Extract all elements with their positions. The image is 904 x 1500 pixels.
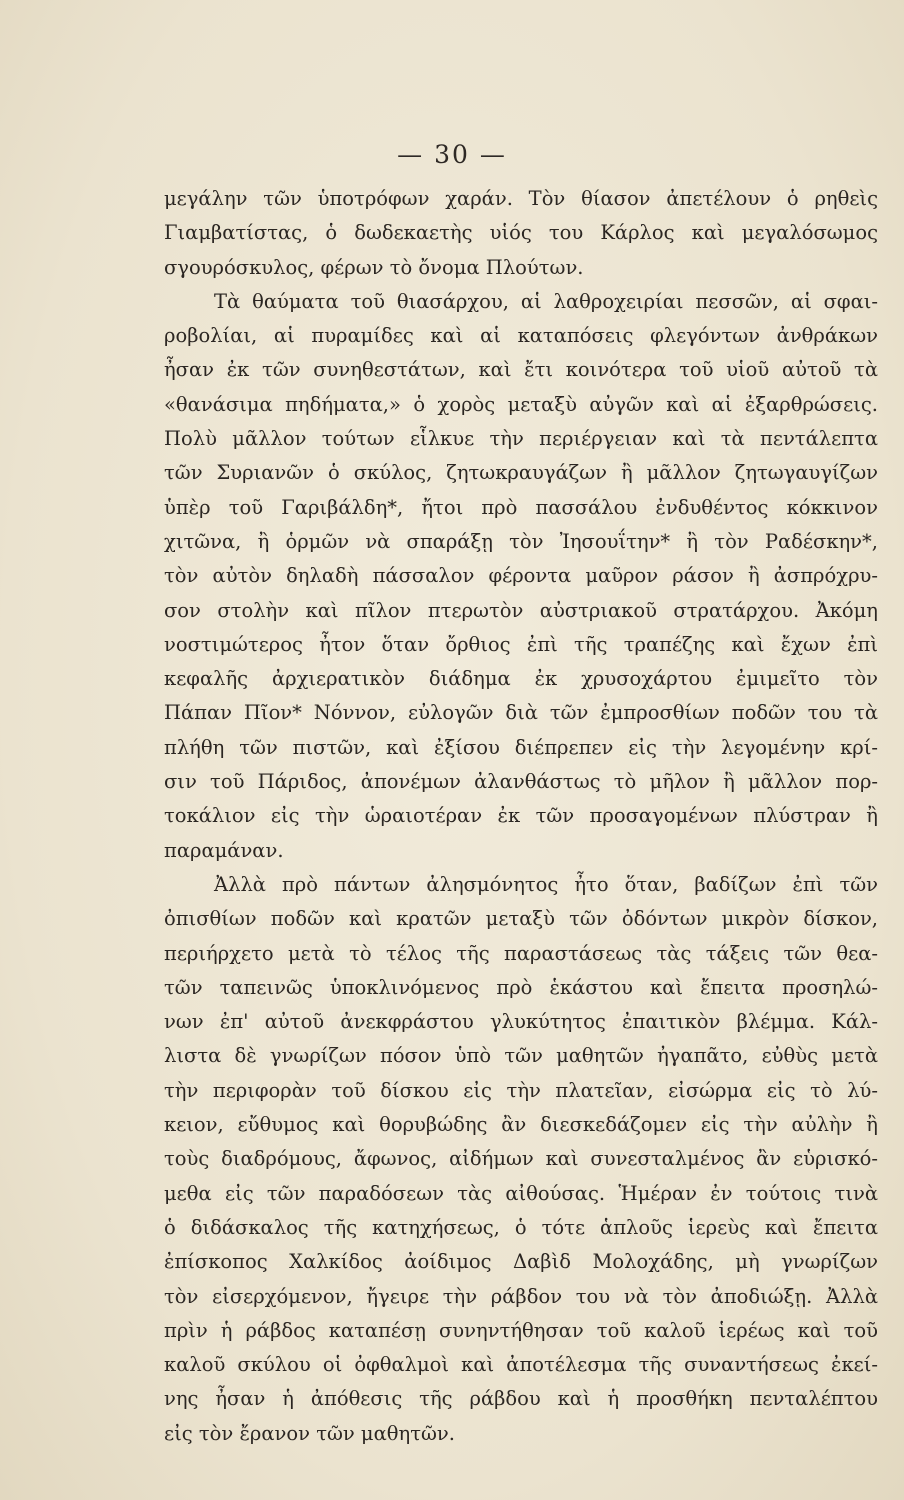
text-line: σιν τοῦ Πάριδος, ἀπονέμων ἀλανθάστως τὸ μῆλον ἢ μᾶλλον πορ- — [164, 770, 878, 794]
text-line: Ἀλλὰ πρὸ πάντων ἀλησμόνητος ἦτο ὅταν, βαδίζων ἐπὶ τῶν — [214, 872, 878, 896]
text-line: νης ἦσαν ἡ ἀπόθεσις τῆς ράβδου καὶ ἡ προσθήκη πενταλέπτου — [164, 1387, 878, 1411]
text-line: σγουρόσκυλος, φέρων τὸ ὄνομα Πλούτων. — [164, 255, 584, 279]
text-line: τὴν περιφορὰν τοῦ δίσκου εἰς τὴν πλατεῖαν, εἰσώρμα εἰς τὸ λύ- — [164, 1078, 878, 1102]
text-line: νοστιμώτερος ἦτον ὅταν ὄρθιος ἐπὶ τῆς τραπέζης καὶ ἔχων ἐπὶ — [164, 632, 878, 656]
body-text — [164, 182, 878, 1451]
text-line: εἰς τὸν ἔρανον τῶν μαθητῶν. — [164, 1421, 455, 1445]
text-line: Πολὺ μᾶλλον τούτων εἷλκυε τὴν περιέργειαν καὶ τὰ πεντάλεπτα — [164, 427, 878, 451]
text-line: τῶν ταπεινῶς ὑποκλινόμενος πρὸ ἑκάστου καὶ ἔπειτα προσηλώ- — [164, 975, 878, 999]
text-line: μεθα εἰς τῶν παραδόσεων τὰς αἰθούσας. Ἡμέραν ἐν τούτοις τινὰ — [164, 1181, 878, 1205]
text-line: Γιαμβατίστας, ὁ δωδεκαετὴς υἱός του Κάρλος καὶ μεγαλόσωμος — [164, 221, 878, 245]
text-line: κειον, εὔθυμος καὶ θορυβώδης ἂν διεσκεδάζομεν εἰς τὴν αὐλὴν ἢ — [164, 1113, 878, 1137]
text-line: τοὺς διαδρόμους, ἄφωνος, αἰδήμων καὶ συνεσταλμένος ἂν εὑρισκό- — [164, 1147, 878, 1171]
text-line: «θανάσιμα πηδήματα,» ὁ χορὸς μεταξὺ αὐγῶν καὶ αἱ ἐξαρθρώσεις. — [164, 392, 878, 416]
text-line: περιήρχετο μετὰ τὸ τέλος τῆς παραστάσεως τὰς τάξεις τῶν θεα- — [164, 941, 878, 965]
text-line: χιτῶνα, ἢ ὁρμῶν νὰ σπαράξῃ τὸν Ἰησουΐτην* ἢ τὸν Ραδέσκην*, — [164, 529, 878, 553]
text-line: παραμάναν. — [164, 838, 284, 862]
page-number: — 30 — — [397, 140, 507, 169]
text-line: κεφαλῆς ἀρχιερατικὸν διάδημα ἐκ χρυσοχάρτου ἐμιμεῖτο τὸν — [164, 667, 878, 691]
text-line: λιστα δὲ γνωρίζων πόσον ὑπὸ τῶν μαθητῶν ἠγαπᾶτο, εὐθὺς μετὰ — [164, 1044, 878, 1068]
text-line: τὸν αὐτὸν δηλαδὴ πάσσαλον φέροντα μαῦρον ράσον ἢ ἀσπρόχρυ- — [164, 564, 878, 588]
text-line: πλήθη τῶν πιστῶν, καὶ ἐξίσου διέπρεπεν εἰς τὴν λεγομένην κρί- — [164, 735, 878, 759]
text-line: ροβολίαι, αἱ πυραμίδες καὶ αἱ καταπόσεις φλεγόντων ἀνθράκων — [164, 324, 878, 348]
text-line: τὸν εἰσερχόμενον, ἤγειρε τὴν ράβδον του νὰ τὸν ἀποδιώξῃ. Ἀλλὰ — [164, 1284, 878, 1308]
text-line: Τὰ θαύματα τοῦ θιασάρχου, αἱ λαθροχειρίαι πεσσῶν, αἱ σφαι- — [214, 289, 878, 313]
text-line: σον στολὴν καὶ πῖλον πτερωτὸν αὐστριακοῦ στρατάρχου. Ἀκόμη — [164, 598, 878, 622]
text-line: ἦσαν ἐκ τῶν συνηθεστάτων, καὶ ἔτι κοινότερα τοῦ υἱοῦ αὐτοῦ τὰ — [164, 358, 878, 382]
text-line: ὀπισθίων ποδῶν καὶ κρατῶν μεταξὺ τῶν ὀδόντων μικρὸν δίσκον, — [164, 907, 878, 931]
text-line: καλοῦ σκύλου οἱ ὀφθαλμοὶ καὶ ἀποτέλεσμα τῆς συναντήσεως ἐκεί- — [164, 1353, 878, 1377]
text-line: ἐπίσκοπος Χαλκίδος ἀοίδιμος Δαβὶδ Μολοχάδης, μὴ γνωρίζων — [164, 1250, 878, 1274]
text-line: τῶν Συριανῶν ὁ σκύλος, ζητωκραυγάζων ἢ μᾶλλον ζητωγαυγίζων — [164, 461, 878, 485]
text-line: Πάπαν Πῖον* Νόννον, εὐλογῶν διὰ τῶν ἐμπροσθίων ποδῶν του τὰ — [164, 701, 878, 725]
text-line: μεγάλην τῶν ὑποτρόφων χαράν. Τὸν θίασον ἀπετέλουν ὁ ρηθεὶς — [164, 187, 878, 210]
text-line: πρὶν ἡ ράβδος καταπέσῃ συνηντήθησαν τοῦ καλοῦ ἱερέως καὶ τοῦ — [164, 1318, 878, 1342]
text-line: ὑπὲρ τοῦ Γαριβάλδη*, ἤτοι πρὸ πασσάλου ἐνδυθέντος κόκκινον — [164, 495, 878, 519]
text-line: ὁ διδάσκαλος τῆς κατηχήσεως, ὁ τότε ἁπλοῦς ἱερεὺς καὶ ἔπειτα — [164, 1215, 878, 1239]
text-line: τοκάλιον εἰς τὴν ὡραιοτέραν ἐκ τῶν προσαγομένων πλύστραν ἢ — [164, 804, 878, 828]
text-line: νων ἐπ' αὐτοῦ ἀνεκφράστου γλυκύτητος ἐπαιτικὸν βλέμμα. Κάλ- — [164, 1010, 878, 1034]
